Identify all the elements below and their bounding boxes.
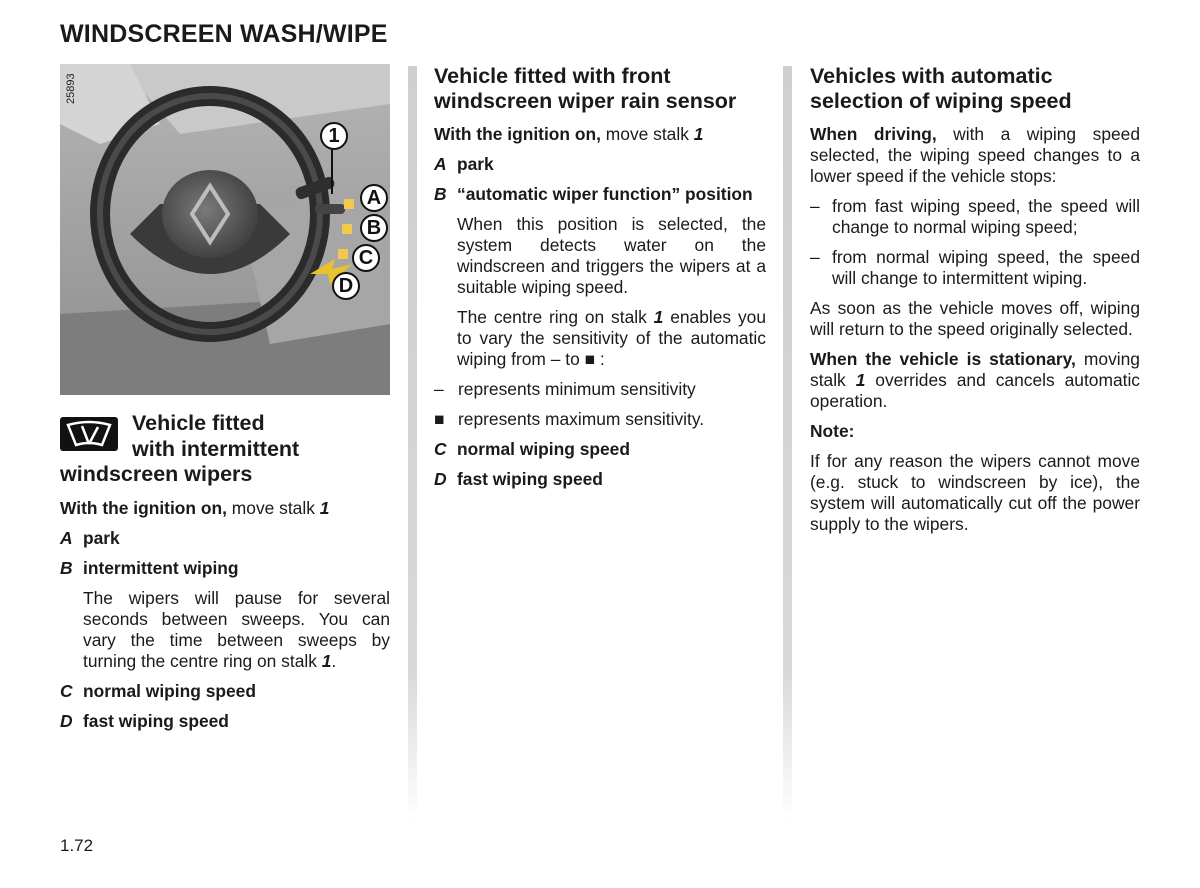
item-c: C normal wiping speed [60, 680, 256, 701]
heading-line-2: with intermittent [132, 436, 300, 461]
intermittent-heading [60, 411, 390, 488]
intro-text: With the ignition on, move stalk 1 [434, 124, 704, 144]
callout-1: 1 [320, 122, 348, 150]
callout-d: D [332, 272, 360, 300]
driving-text: When driving, with a wiping speed selected, the wiping speed changes to a lower speed if the vehicle stops: [810, 124, 1141, 186]
page-title: WINDSCREEN WASH/WIPE [60, 20, 388, 48]
note-label: Note: [810, 421, 855, 441]
dash-item-fast: – from fast wiping speed, the speed will change to normal wiping speed; [810, 196, 1140, 237]
heading-line-3: windscreen wipers [60, 462, 253, 486]
dashboard-illustration [60, 64, 390, 395]
rain-sensor-heading: Vehicle fitted with front windscreen wiper rain sensor [434, 64, 737, 113]
heading-line-1: Vehicle fitted [132, 411, 265, 435]
steering-wheel-illustration [60, 64, 390, 395]
callout-b: B [360, 214, 388, 242]
callout-c: C [352, 244, 380, 272]
intro-text: With the ignition on, move stalk 1 [60, 497, 330, 518]
callout-a: A [360, 184, 388, 212]
stationary-text: When the vehicle is stationary, moving stalk 1 overrides and cancels automatic operation. [810, 349, 1141, 411]
page-number: 1.72 [60, 836, 94, 855]
item-d: D fast wiping speed [60, 710, 229, 731]
sensitivity-text: The centre ring on stalk 1 enables you to vary the sensitivity of the automatic wiping from – to ■ : [457, 307, 767, 369]
column-divider [408, 66, 417, 820]
item-a: A park [60, 527, 120, 548]
moves-off-text: As soon as the vehicle moves off, wiping will return to the speed originally selected. [810, 298, 1140, 339]
column-divider [783, 66, 792, 820]
item-b-description: When this position is selected, the system detects water on the windscreen and triggers the wipers at a suitable wiping speed. [457, 214, 766, 297]
item-c: C normal wiping speed [434, 439, 630, 459]
sensitivity-max: ■ represents maximum sensitivity. [434, 409, 705, 429]
column-rain-sensor [434, 64, 766, 499]
item-d: D fast wiping speed [434, 469, 603, 489]
automatic-speed-heading: Vehicles with automatic selection of wiping speed [810, 64, 1072, 113]
item-b: B “automatic wiper function” position [434, 184, 753, 204]
windscreen-wiper-icon [60, 417, 118, 451]
figure-code: 25893 [65, 73, 77, 104]
sensitivity-min: – represents minimum sensitivity [434, 379, 696, 399]
note-text: If for any reason the wipers cannot move (e.g. stuck to windscreen by ice), the system will automatically cut off the power supply to the wipers. [810, 451, 1140, 534]
column-intermittent-wipers [60, 64, 390, 741]
item-a: A park [434, 154, 494, 174]
column-automatic-speed [810, 64, 1140, 544]
item-b-description: The wipers will pause for several seconds between sweeps. You can vary the time between sweeps by turning the centre ring on stalk 1. [83, 587, 390, 671]
dash-item-normal: – from normal wiping speed, the speed will change to intermittent wiping. [810, 247, 1140, 288]
item-b: B intermittent wiping [60, 557, 239, 578]
